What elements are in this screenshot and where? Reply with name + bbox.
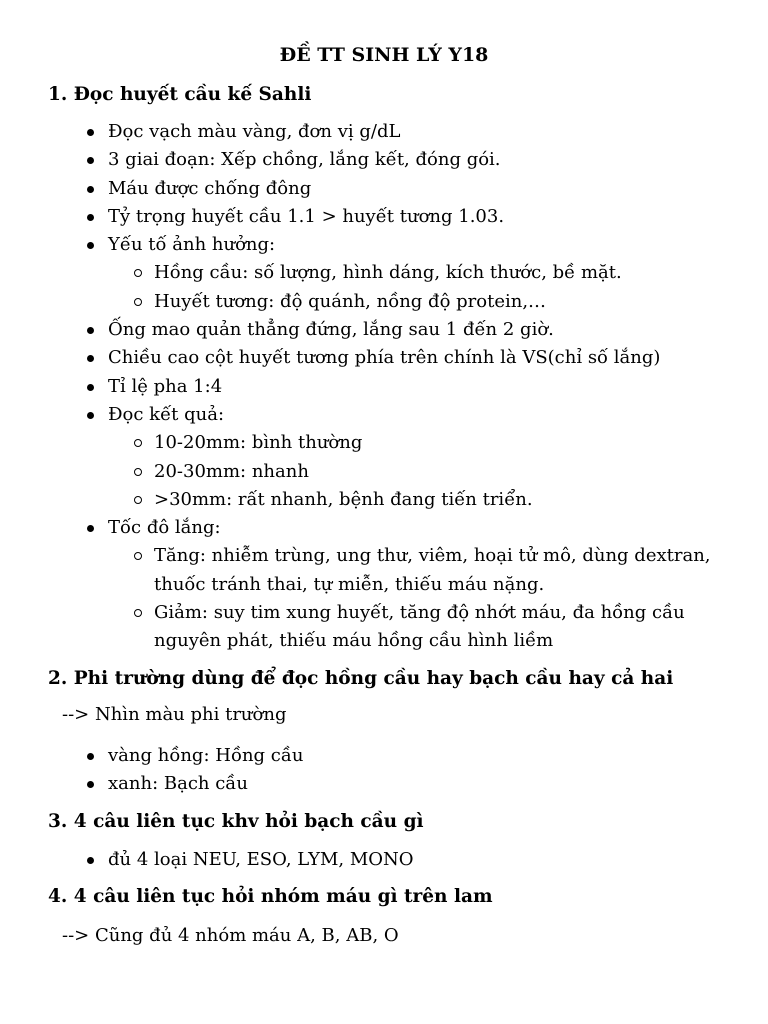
list-item: Tỉ lệ pha 1:4 [84,373,744,401]
list-item: Ống mao quản thẳng đứng, lắng sau 1 đến 2 giờ. [84,316,744,344]
section-1-list [84,118,744,656]
section-4-heading: 4. 4 câu liên tục hỏi nhóm máu gì trên lam [48,886,493,907]
sub-item: Giảm: suy tim xung huyết, tăng độ nhớt máu, đa hồng cầu nguyên phát, thiếu máu hồng cầu hình liềm [130,599,744,656]
list-item: Đọc vạch màu vàng, đơn vị g/dL [84,118,744,146]
section-1-heading: 1. Đọc huyết cầu kế Sahli [48,84,312,105]
list-item [84,401,744,514]
section-2-arrow-note: --> Nhìn màu phi trường [62,704,287,725]
document-title: ĐỀ TT SINH LÝ Y18 [279,44,489,66]
list-item: Chiều cao cột huyết tương phía trên chính là VS(chỉ số lắng) [84,344,744,372]
sub-item: >30mm: rất nhanh, bệnh đang tiến triển. [130,486,744,514]
speed-sublist [108,542,744,655]
list-item-label: Đọc kết quả: [108,403,225,425]
list-item-label: Tốc đô lắng: [108,517,221,539]
section-2-list [84,742,744,799]
section-3-heading: 3. 4 câu liên tục khv hỏi bạch cầu gì [48,811,424,832]
list-item [84,231,744,316]
sub-item: Hồng cầu: số lượng, hình dáng, kích thước, bề mặt. [130,259,744,287]
list-item: 3 giai đoạn: Xếp chồng, lắng kết, đóng gói. [84,146,744,174]
list-item: Máu được chống đông [84,175,744,203]
section-4-arrow-note: --> Cũng đủ 4 nhóm máu A, B, AB, O [62,925,399,946]
sub-item: Tăng: nhiễm trùng, ung thư, viêm, hoại tử mô, dùng dextran, thuốc tránh thai, tự miễn, thiếu máu nặng. [130,542,744,599]
section-3-list [84,846,744,874]
results-sublist [108,429,744,514]
sub-item: 10-20mm: bình thường [130,429,744,457]
factors-sublist [108,259,744,316]
list-item: xanh: Bạch cầu [84,770,744,798]
sub-item: 20-30mm: nhanh [130,458,744,486]
list-item [84,514,744,655]
list-item: đủ 4 loại NEU, ESO, LYM, MONO [84,846,744,874]
list-item: vàng hồng: Hồng cầu [84,742,744,770]
list-item-label: Yếu tố ảnh hưởng: [108,234,276,256]
sub-item: Huyết tương: độ quánh, nồng độ protein,… [130,288,744,316]
list-item: Tỷ trọng huyết cầu 1.1 > huyết tương 1.03. [84,203,744,231]
section-2-heading: 2. Phi trường dùng để đọc hồng cầu hay bạch cầu hay cả hai [48,668,674,689]
